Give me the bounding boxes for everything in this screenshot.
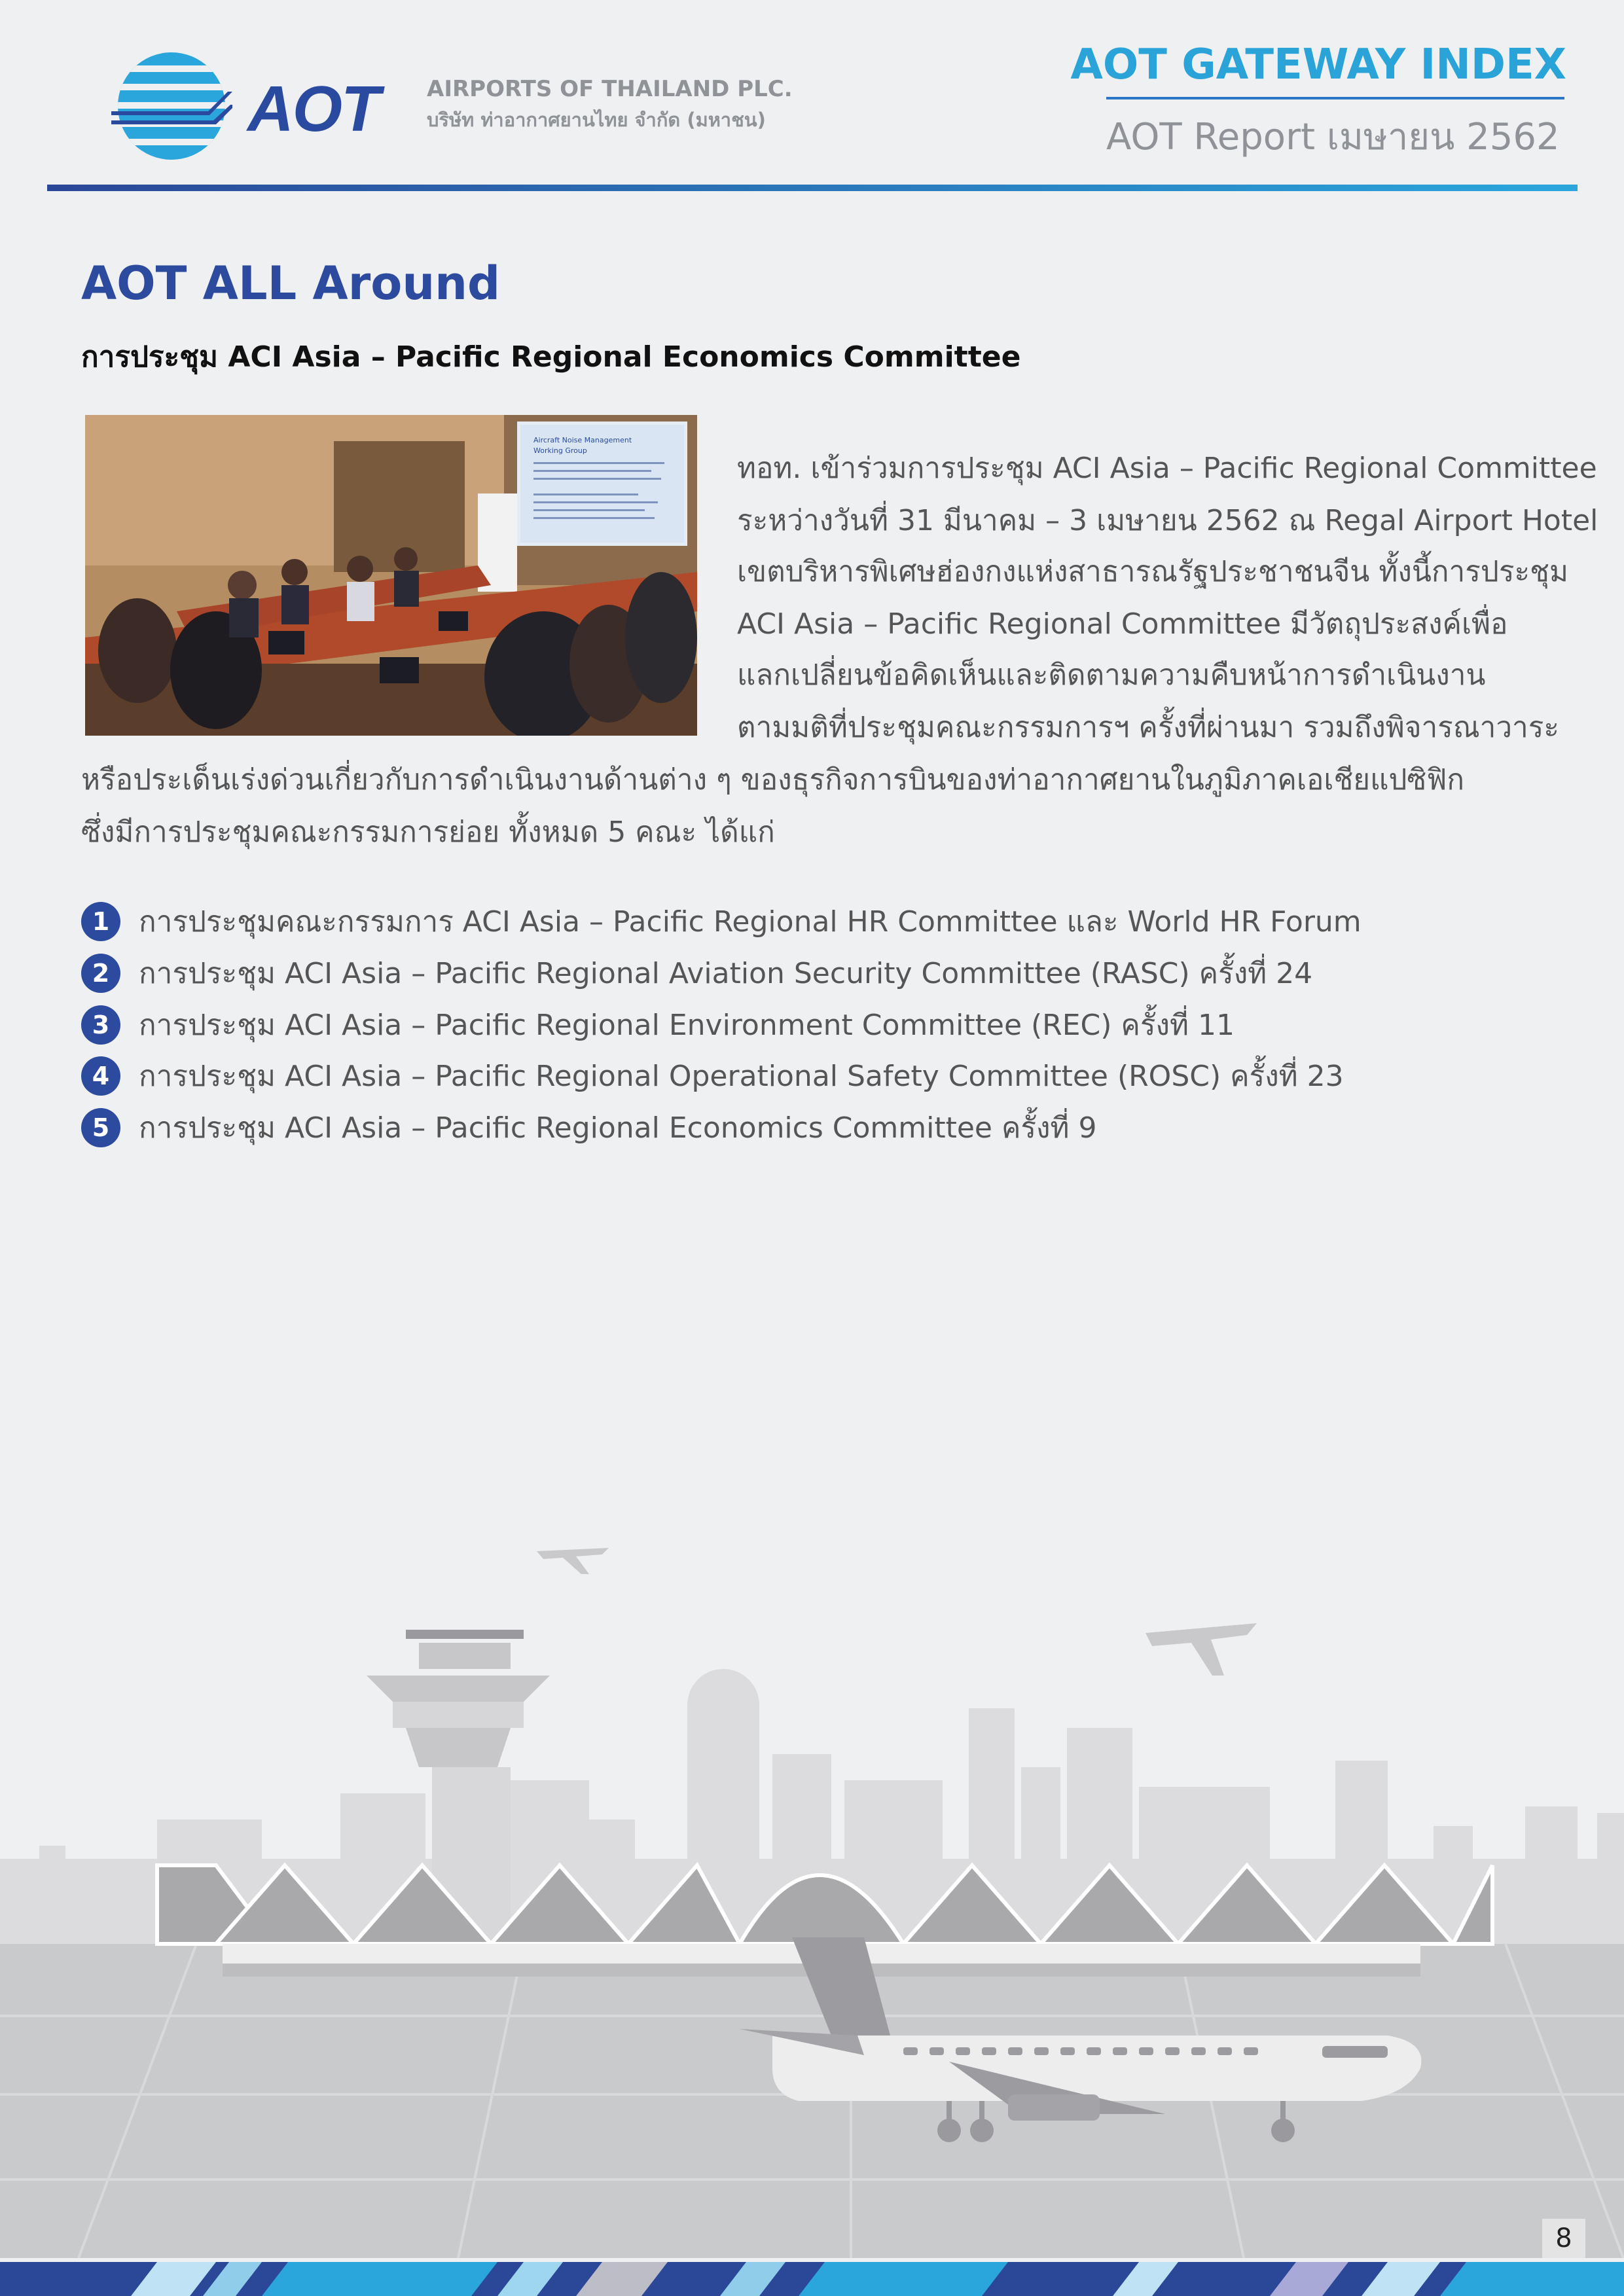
paragraph-line: ทอท. เข้าร่วมการประชุม ACI Asia – Pacific Regional Committee xyxy=(737,452,1597,485)
number-badge: 5 xyxy=(81,1108,120,1147)
footer-stripe-band xyxy=(0,2262,1624,2296)
committee-list-item xyxy=(81,954,1312,993)
paragraph-line: ACI Asia – Pacific Regional Committee มีวัตถุประสงค์เพื่อ xyxy=(737,607,1508,641)
committee-text: การประชุม ACI Asia – Pacific Regional Aviation Security Committee (RASC) ครั้งที่ 24 xyxy=(139,957,1313,990)
paragraph-line: เขตบริหารพิเศษฮ่องกงแห่งสาธารณรัฐประชาชนจีน ทั้งนี้การประชุม xyxy=(737,555,1568,588)
committee-list-item xyxy=(81,1056,1344,1096)
aot-logo-mark xyxy=(111,51,232,161)
number-badge: 1 xyxy=(81,902,120,941)
report-date: AOT Report เมษายน 2562 xyxy=(1106,116,1560,158)
title-underline xyxy=(1106,97,1564,99)
number-badge: 3 xyxy=(81,1005,120,1045)
committee-text: การประชุม ACI Asia – Pacific Regional Economics Committee ครั้งที่ 9 xyxy=(139,1111,1097,1145)
number-badge: 4 xyxy=(81,1056,120,1096)
committee-text: การประชุมคณะกรรมการ ACI Asia – Pacific Regional HR Committee และ World HR Forum xyxy=(139,905,1362,939)
paragraph-line: หรือประเด็นเร่งด่วนเกี่ยวกับการดำเนินงานด้านต่าง ๆ ของธุรกิจการบินของท่าอากาศยานในภูมิภาคเอเชียแปซิฟิก xyxy=(81,763,1465,797)
header-divider xyxy=(47,185,1578,191)
meeting-photo xyxy=(85,415,697,736)
company-name-en: AIRPORTS OF THAILAND PLC. xyxy=(427,76,793,102)
committee-list-item xyxy=(81,1108,1097,1147)
number-badge: 2 xyxy=(81,954,120,993)
paragraph-line: แลกเปลี่ยนข้อคิดเห็นและติดตามความคืบหน้าการดำเนินงาน xyxy=(737,658,1486,692)
meeting-title: การประชุม ACI Asia – Pacific Regional Economics Committee xyxy=(81,340,1021,374)
committee-text: การประชุม ACI Asia – Pacific Regional Operational Safety Committee (ROSC) ครั้งที่ 23 xyxy=(139,1060,1344,1093)
airport-illustration xyxy=(0,1518,1624,2258)
committee-list-item xyxy=(81,1005,1235,1045)
paragraph-line: ตามมติที่ประชุมคณะกรรมการฯ ครั้งที่ผ่านมา รวมถึงพิจารณาวาระ xyxy=(737,711,1560,744)
section-title: AOT ALL Around xyxy=(81,257,501,310)
gateway-index-title: AOT GATEWAY INDEX xyxy=(1070,41,1566,89)
aot-logo-wordmark: AOT xyxy=(247,73,379,145)
committee-list-item xyxy=(81,902,1362,941)
paragraph-line: ซึ่งมีการประชุมคณะกรรมการย่อย ทั้งหมด 5 คณะ ได้แก่ xyxy=(81,816,775,849)
page-number: 8 xyxy=(1542,2219,1585,2258)
slide-title-2: Working Group xyxy=(533,446,587,455)
committee-text: การประชุม ACI Asia – Pacific Regional Environment Committee (REC) ครั้งที่ 11 xyxy=(139,1009,1235,1042)
company-name-th: บริษัท ท่าอากาศยานไทย จำกัด (มหาชน) xyxy=(427,109,766,131)
paragraph-line: ระหว่างวันที่ 31 มีนาคม – 3 เมษายน 2562 ณ Regal Airport Hotel xyxy=(737,504,1598,537)
slide-title-1: Aircraft Noise Management xyxy=(533,436,632,444)
